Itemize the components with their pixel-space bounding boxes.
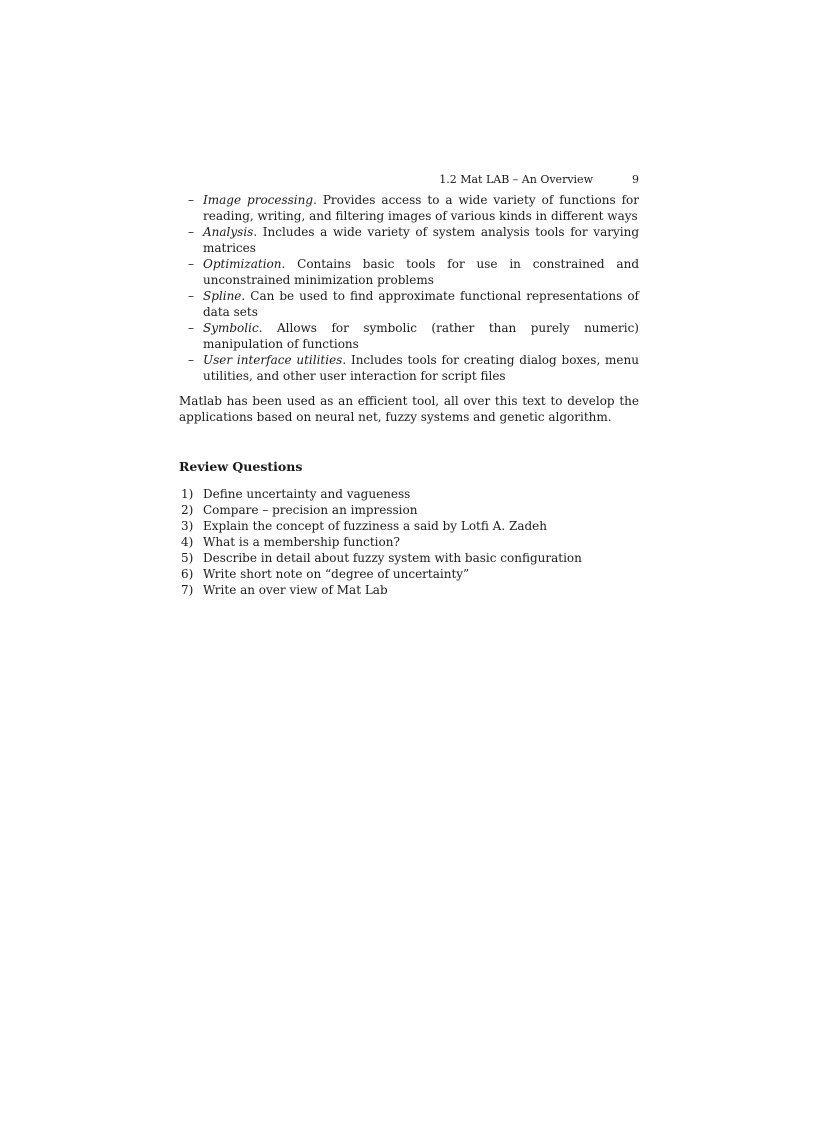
- item-term: Optimization: [203, 257, 282, 271]
- item-text: . Provides access to a wide variety of functions for reading, writing, and filtering images of various kinds in different ways: [203, 193, 639, 223]
- question-number: 6): [181, 567, 194, 581]
- question-item: [179, 534, 639, 550]
- item-text: . Can be used to find approximate functional representations of data sets: [203, 289, 639, 319]
- running-head-title: 1.2 Mat LAB – An Overview: [439, 173, 593, 186]
- item-term: User interface utilities: [203, 353, 343, 367]
- section-title: Review Questions: [179, 459, 303, 474]
- list-item: [179, 288, 639, 320]
- question-number: 2): [181, 503, 194, 517]
- question-item: [179, 518, 639, 534]
- item-text: . Includes a wide variety of system analysis tools for varying matrices: [203, 225, 639, 255]
- list-item: [179, 224, 639, 256]
- question-item: [179, 550, 639, 566]
- question-text: Compare – precision an impression: [203, 503, 418, 517]
- question-item: [179, 486, 639, 502]
- bullet-dash: –: [188, 289, 194, 303]
- item-term: Symbolic: [203, 321, 259, 335]
- item-term: Analysis: [203, 225, 254, 239]
- list-item: [179, 352, 639, 384]
- question-number: 3): [181, 519, 194, 533]
- bullet-dash: –: [188, 193, 194, 207]
- running-head: [179, 170, 639, 190]
- bullet-dash: –: [188, 321, 194, 335]
- question-item: [179, 502, 639, 518]
- review-questions-list: [179, 486, 639, 598]
- item-text: . Includes tools for creating dialog boxes, menu utilities, and other user interaction for script files: [203, 353, 639, 383]
- question-number: 4): [181, 535, 194, 549]
- item-text: . Contains basic tools for use in constrained and unconstrained minimization problems: [203, 257, 639, 287]
- question-text: Define uncertainty and vagueness: [203, 487, 411, 501]
- list-item: [179, 192, 639, 224]
- toolbox-list: [179, 192, 639, 384]
- question-item: [179, 582, 639, 598]
- list-item: [179, 256, 639, 288]
- question-text: Explain the concept of fuzziness a said by Lotfi A. Zadeh: [203, 519, 547, 533]
- question-number: 7): [181, 583, 194, 597]
- question-text: Write an over view of Mat Lab: [203, 583, 388, 597]
- question-number: 1): [181, 487, 194, 501]
- item-text: . Allows for symbolic (rather than purely numeric) manipulation of functions: [203, 321, 639, 351]
- question-text: Describe in detail about fuzzy system with basic configuration: [203, 551, 582, 565]
- page: [179, 170, 639, 598]
- bullet-dash: –: [188, 353, 194, 367]
- question-number: 5): [181, 551, 194, 565]
- question-text: What is a membership function?: [203, 535, 400, 549]
- list-item: [179, 320, 639, 352]
- page-number: 9: [632, 173, 639, 186]
- summary-paragraph: Matlab has been used as an efficient tool, all over this text to develop the applications based on neural net, fuzzy systems and genetic algorithm.: [179, 394, 639, 424]
- item-term: Spline: [203, 289, 242, 303]
- question-text: Write short note on “degree of uncertainty”: [203, 567, 470, 581]
- question-item: [179, 566, 639, 582]
- bullet-dash: –: [188, 257, 194, 271]
- bullet-dash: –: [188, 225, 194, 239]
- item-term: Image processing: [203, 193, 314, 207]
